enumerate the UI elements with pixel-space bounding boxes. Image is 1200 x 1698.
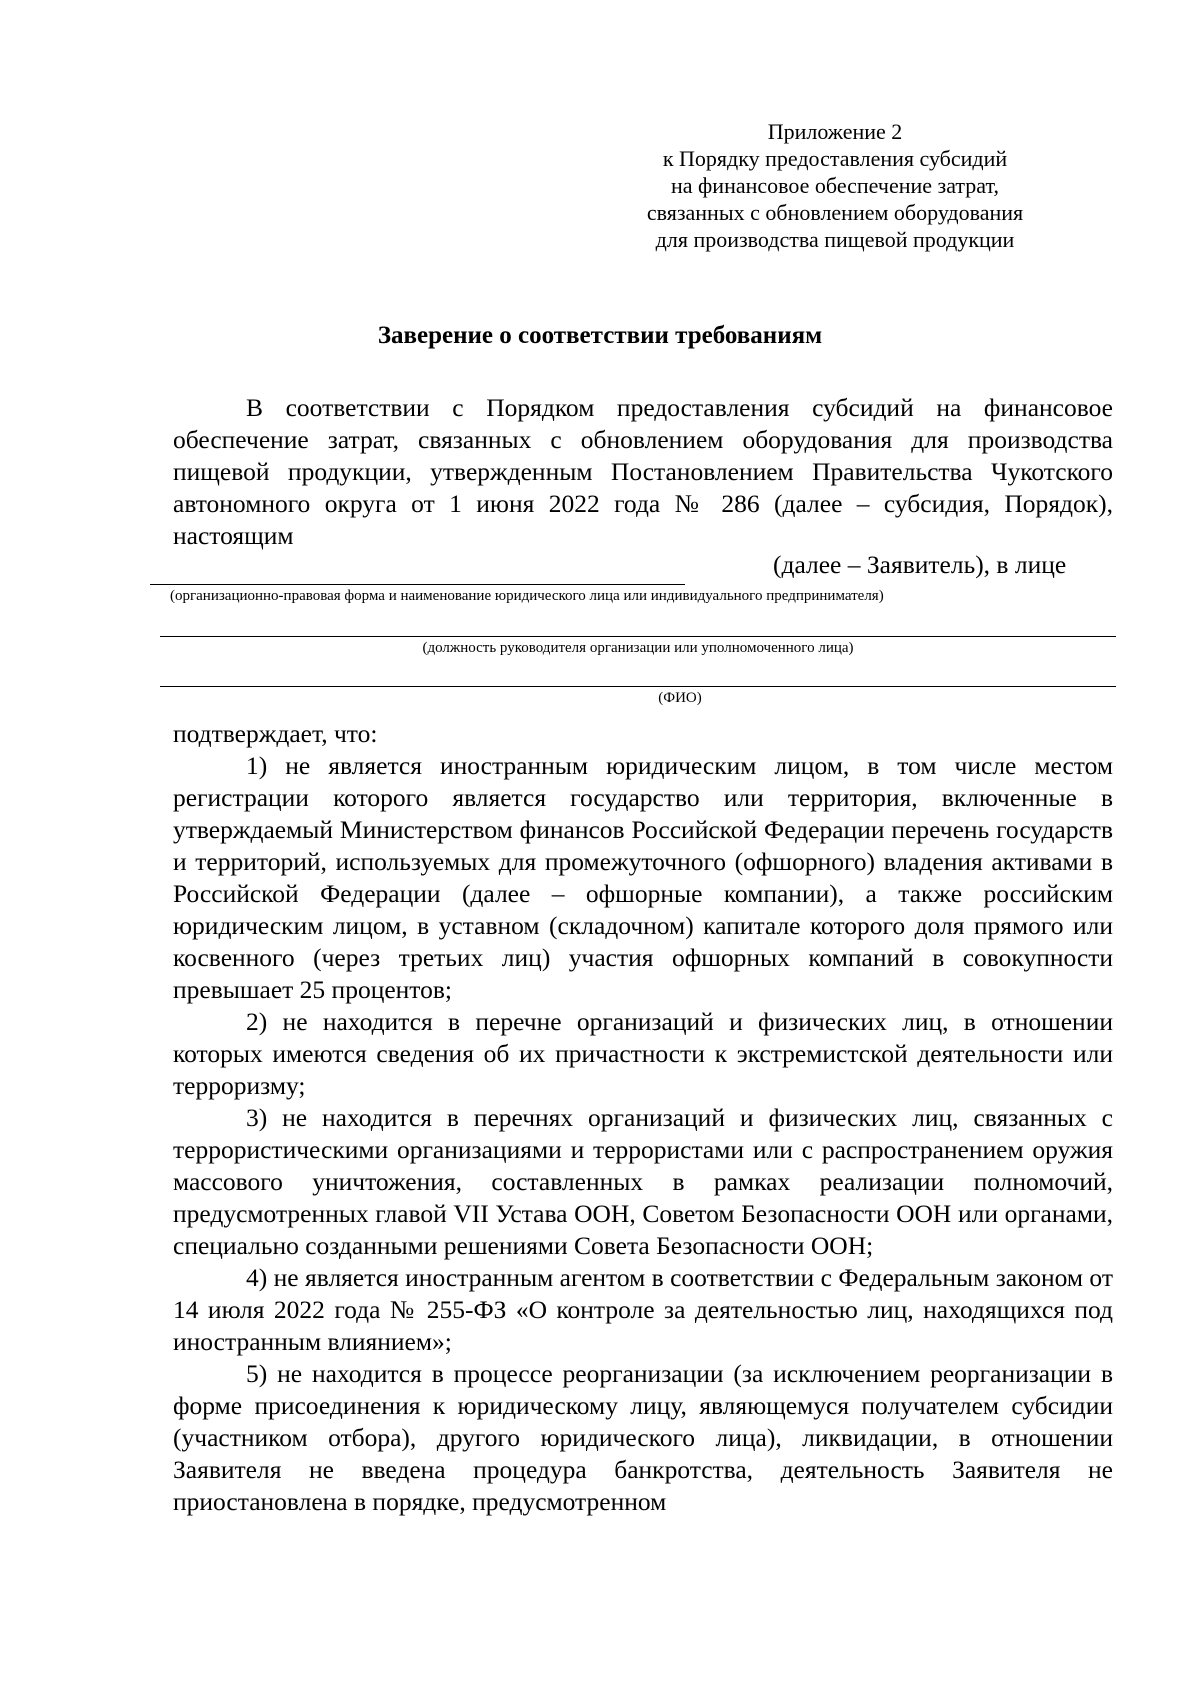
fio-caption: (ФИО)	[658, 690, 702, 706]
intro-paragraph: В соответствии с Порядком предоставления субсидий на финансовое обеспечение затрат, связанных с обновлением оборудования для производства пищевой продукции, утвержденным Постановлением Правительства Чукотского автономного округа от 1 июня 2022 года № 286 (далее – субсидия, Порядок), настоящим	[173, 393, 1113, 550]
org-name-caption: (организационно-правовая форма и наименование юридического лица или индивидуального предпринимателя)	[170, 588, 884, 604]
document-title: Заверение о соответствии требованиям	[377, 322, 823, 349]
appendix-line: для производства пищевой продукции	[655, 227, 1015, 252]
list-item: 4) не является иностранным агентом в соответствии с Федеральным законом от 14 июля 2022 года № 255-ФЗ «О контроле за деятельностью лиц, находящихся под иностранным влиянием»;	[173, 1263, 1113, 1356]
appendix-line: на финансовое обеспечение затрат,	[671, 173, 999, 198]
applicant-suffix: (далее – Заявитель), в лице	[773, 550, 1067, 579]
list-item: 5) не находится в процессе реорганизации (за исключением реорганизации в форме присоединения к юридическому лицу, являющемуся получателем субсидии (участником отбора), другого юридического лица), ликвидации, в отношении Заявителя не введена процедура банкротства, деятельность Заявителя не приостановлена в порядке, предусмотренном	[173, 1359, 1113, 1516]
position-line	[160, 636, 1116, 637]
org-name-line	[150, 584, 685, 585]
appendix-line: Приложение 2	[767, 119, 903, 144]
list-item: 3) не находится в перечнях организаций и физических лиц, связанных с террористическими организациями и террористами или с распространением оружия массового уничтожения, составленных в рамках реализации полномочий, предусмотренных главой VII Устава ООН, Советом Безопасности ООН или органами, специально созданными решениями Совета Безопасности ООН;	[173, 1103, 1113, 1260]
appendix-line: связанных с обновлением оборудования	[646, 200, 1024, 225]
fio-line	[160, 686, 1116, 687]
position-caption: (должность руководителя организации или уполномоченного лица)	[422, 640, 854, 656]
appendix-header	[600, 118, 1070, 253]
list-item: 1) не является иностранным юридическим лицом, в том числе местом регистрации которого является государство или территория, включенные в утверждаемый Министерством финансов Российской Федерации перечень государств и территорий, используемых для промежуточного (офшорного) владения активами в Российской Федерации (далее – офшорные компании), а также российским юридическим лицом, в уставном (складочном) капитале которого доля прямого или косвенного (через третьих лиц) участия офшорных компаний в совокупности превышает 25 процентов;	[173, 751, 1113, 1004]
list-item: 2) не находится в перечне организаций и физических лиц, в отношении которых имеются сведения об их причастности к экстремистской деятельности или терроризму;	[173, 1007, 1113, 1100]
confirms-text: подтверждает, что:	[173, 719, 378, 748]
appendix-line: к Порядку предоставления субсидий	[662, 146, 1008, 171]
confirmation-list	[173, 718, 1113, 1518]
